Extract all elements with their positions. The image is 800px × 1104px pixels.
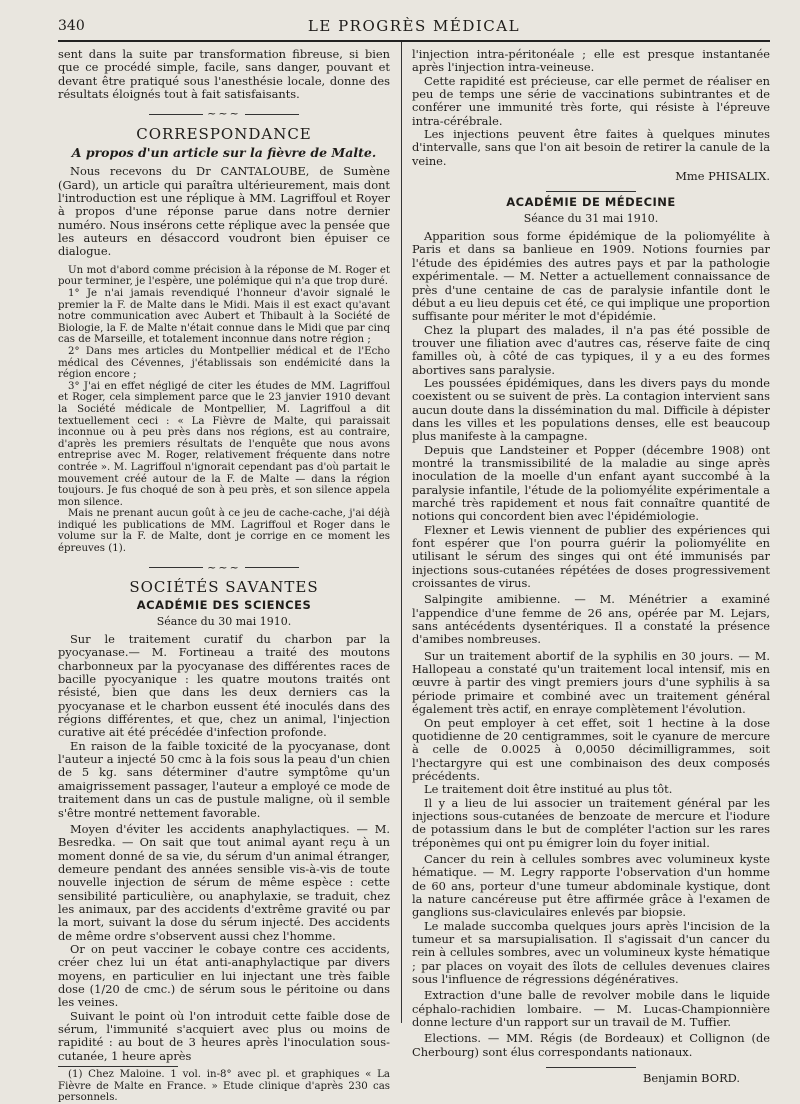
section-rule bbox=[546, 1067, 636, 1068]
article-paragraph: Sur un traitement abortif de la syphilis en 30 jours. — M. Hallopeau a constaté qu'un traitement local intensif, mis en œuvre à partir des vingt premiers jours d'une syphilis à sa période primaire et combiné avec un traitement général également très actif, en enraye complètement l'évolution. bbox=[412, 648, 770, 717]
article-paragraph: Le traitement doit être institué au plus tôt. bbox=[424, 782, 673, 797]
article-paragraph: Chez la plupart des malades, il n'a pas été possible de trouver une filiation avec d'autres cas, réserve faite de cinq familles où, à côté de cas typiques, il y a eu des formes abortives sans paralysie. bbox=[412, 322, 770, 377]
continued-paragraph: l'injection intra-péritonéale ; elle est presque instantanée après l'injection intra-veineuse. bbox=[412, 47, 770, 75]
page-header bbox=[58, 14, 770, 42]
running-title: LE PROGRÈS MÉDICAL bbox=[307, 17, 521, 35]
article-paragraph: Cancer du rein à cellules sombres avec volumineux kyste hématique. — M. Legry rapporte l'observation d'un homme de 60 ans, porteur d'une tumeur abdominale kystique, dont la nature cancéreuse put être affirmée grâce à l'examen de ganglions sus-claviculaires enlevés par biopsie. bbox=[412, 851, 770, 920]
section-rule bbox=[546, 191, 636, 192]
article-paragraph: Le malade succomba quelques jours après l'incision de la tumeur et sa marsupialisation. Il s'agissait d'un cancer du rein à cellules sombres, avec un volumineux kyste hématique ; par places on voyait des îlots de cellules devenues claires sous l'influence de régressions dégénératives. bbox=[412, 918, 770, 987]
right-column bbox=[412, 47, 770, 1086]
session-date: Séance du 31 mai 1910. bbox=[523, 211, 659, 225]
article-paragraph: Apparition sous forme épidémique de la poliomyélite à Paris et dans sa banlieue en 1909. Notions fournies par l'étude des épidémies des autres pays et par la pathologie expérimentale. — M. Netter a actuellement connaissance de près d'une centaine de cas de paralysie infantile dont le début a eu lieu depuis cet été, ce qui implique une proportion suffisante pour mériter le mot d'épidémie. bbox=[412, 229, 770, 324]
session-date: Séance du 30 mai 1910. bbox=[156, 614, 292, 628]
column-divider bbox=[401, 42, 402, 1023]
article-paragraph: Elections. — MM. Régis (de Bordeaux) et Collignon (de Cherbourg) sont élus correspondants nationaux. bbox=[412, 1031, 770, 1059]
footnote-text: (1) Chez Maloine. 1 vol. in-8° avec pl. et graphiques « La Fièvre de Malte en France. » Etude clinique d'après 230 cas personnels. bbox=[58, 1069, 390, 1104]
article-paragraph: Or on peut vacciner le cobaye contre ces accidents, créer chez lui un état anti-anaphylactique par divers moyens, en particulier en lui injectant une très faible dose (1/20 de cmc.) de sérum sous le péritoine ou dans les veines. bbox=[58, 941, 390, 1010]
academie-medecine-heading: ACADÉMIE DE MÉDECINE bbox=[506, 195, 676, 210]
correspondance-paragraph: Nous recevons du Dr CANTALOUBE, de Sumène (Gard), un article qui paraîtra ultérieurement, mais dont l'introduction est une réplique à MM. Lagriffoul et Royer à propos d'une réponse parue dans notre dernier numéro. Nous insérons cette réplique avec la pensée que les auteurs en désaccord voudront bien épuiser ce dialogue. bbox=[58, 164, 390, 259]
intro-paragraph: sent dans la suite par transformation fibreuse, si bien que ce procédé simple, facile, sans danger, pouvant et devant être pratiqué sous l'anesthésie locale, donne des résultats éloignés tout à fait satisfaisants. bbox=[58, 47, 390, 102]
article-paragraph: Moyen d'éviter les accidents anaphylactiques. — M. Besredka. — On sait que tout animal ayant reçu à un moment donné de sa vie, du sérum d'un animal étranger, demeure pendant des années sensible vis-à-vis de toute nouvelle injection de sérum de même espèce : cette sensibilité particulière, ou anaphylaxie, se traduit, chez les animaux, par des accidents d'extrême gravité ou par la mort, suivant la dose du sérum injecté. Des accidents de même ordre s'observent aussi chez l'homme. bbox=[58, 821, 390, 943]
ornament-divider: ~~~ bbox=[58, 107, 390, 120]
article-paragraph: On peut employer à cet effet, soit 1 hectine à la dose quotidienne de 20 centigrammes, soit le cyanure de mercure à celle de 0.0025 à 0,0050 décimilligrammes, soit l'hectargyre qui est une combinaison des deux composés précédents. bbox=[412, 715, 770, 783]
correspondance-letter bbox=[58, 265, 390, 555]
footnote bbox=[58, 1069, 390, 1104]
article-paragraph: Sur le traitement curatif du charbon par la pyocyanase.— M. Fortineau a traité des moutons charbonneux par la pyocyanase des différentes races de bacille pyocyanique : les quatre moutons traités ont résisté, bien que dans les deux derniers cas la pyocyanase et le charbon eussent été inoculés dans des régions différentes, et que, chez un animal, l'injection curative ait été précédée d'infection profonde. bbox=[58, 632, 390, 740]
ornament-divider: ~~~ bbox=[58, 561, 390, 574]
letter-paragraph: Mais ne prenant aucun goût à ce jeu de cache-cache, j'ai déjà indiqué les publications de MM. Lagriffoul et Roger dans le volume sur la F. de Malte, dont je corrige en ce moment les épreuves (1). bbox=[58, 508, 390, 555]
left-column bbox=[58, 47, 390, 1104]
letter-paragraph: 1° Je n'ai jamais revendiqué l'honneur d'avoir signalé le premier la F. de Malte dans le Midi. Mais il est exact qu'avant notre communication avec Aubert et Thibault à la Société de Biologie, la F. de Malte n'était connue dans le Midi que par cinq cas de Marseille, et totalement inconnue dans notre région ; bbox=[58, 288, 390, 346]
letter-paragraph: Un mot d'abord comme précision à la réponse de M. Roger et pour terminer, je l'espère, une polémique qui n'a que trop duré. bbox=[58, 264, 390, 288]
letter-paragraph: 3° J'ai en effet négligé de citer les études de MM. Lagriffoul et Roger, cela simplement parce que le 23 janvier 1910 devant la Société médicale de Montpellier, M. Lagriffoul a dit textuellement ceci : « La Fièvre de Malte, qui paraissait inconnue ou à peu près dans nos régions, est au contraire, d'après les premiers résultats de l'enquête que nous avons entreprise avec M. Roger, relativement fréquente dans notre contrée ». M. Lagriffoul n'ignorait cependant pas d'où partait le mouvement créé autour de la F. de Malte — dans la région toujours. Je fus choqué de son à peu près, et son silence appela mon silence. bbox=[58, 380, 390, 508]
societes-savantes-title: SOCIÉTÉS SAVANTES bbox=[129, 578, 319, 596]
article-paragraph: Flexner et Lewis viennent de publier des expériences qui font espérer que l'on pourra guérir la poliomyélite en utilisant le sérum des singes qui ont été immunisés par injections sous-cutanées répétées de doses progressivement croissantes de virus. bbox=[412, 522, 770, 591]
letter-paragraph: 2° Dans mes articles du Montpellier médical et de l'Echo médical des Cévennes, j'établissais son endémicité dans la région encore ; bbox=[58, 345, 390, 381]
article-paragraph: Extraction d'une balle de revolver mobile dans le liquide céphalo-rachidien lombaire. — M. Lucas-Championnière donne lecture d'un rapport sur un travail de M. Tuffier. bbox=[412, 988, 770, 1030]
article-paragraph: Les poussées épidémiques, dans les divers pays du monde coexistent ou se suivent de près. La contagion intervient sans aucun doute dans la dissémination du mal. Difficile à dépister dans les villes et les populations denses, elle est beaucoup plus manifeste à la campagne. bbox=[412, 375, 770, 444]
article-paragraph: En raison de la faible toxicité de la pyocyanase, dont l'auteur a injecté 50 cmc à la fois sous la peau d'un chien de 5 kg. sans déterminer d'autre symptôme qu'un amaigrissement passager, l'auteur a employé ce mode de traitement dans un cas de pustule maligne, où il semble s'être montré nettement favorable. bbox=[58, 738, 390, 820]
author-signature: Benjamin BORD. bbox=[642, 1071, 740, 1086]
author-signature: Mme PHISALIX. bbox=[675, 169, 770, 184]
article-paragraph: Suivant le point où l'on introduit cette faible dose de sérum, l'immunité s'acquiert avec plus ou moins de rapidité : au bout de 3 heures après l'inoculation sous-cutanée, 1 heure après bbox=[58, 1008, 390, 1063]
article-paragraph: Il y a lieu de lui associer un traitement général par les injections sous-cutanées de benzoate de mercure et l'iodure de potassium dans le but de compléter l'action sur les rares tréponèmes qui ont pu émigrer loin du foyer initial. bbox=[412, 795, 770, 850]
article-paragraph: Salpingite amibienne. — M. Ménétrier a examiné l'appendice d'une femme de 26 ans, opérée par M. Lejars, sans antécédents dysentériques. Il a constaté la présence d'amibes nombreuses. bbox=[412, 592, 770, 647]
footnote-rule bbox=[58, 1066, 178, 1067]
continued-paragraph: Cette rapidité est précieuse, car elle permet de réaliser en peu de temps une série de vaccinations subintrantes et de conférer une immunité très forte, qui résiste à l'épreuve intra-cérébrale. bbox=[412, 73, 770, 128]
page-number: 340 bbox=[58, 18, 85, 34]
article-paragraph: Depuis que Landsteiner et Popper (décembre 1908) ont montré la transmissibilité de la maladie au singe après inoculation de la moelle d'un enfant ayant succombé à la paralysie infantile, l'étude de la poliomyélite expérimentale a marché très rapidement et nous fait connaître quantité de notions qui concordent bien avec l'épidémiologie. bbox=[412, 442, 770, 524]
academie-sciences-heading: ACADÉMIE DES SCIENCES bbox=[136, 598, 312, 613]
correspondance-title: CORRESPONDANCE bbox=[136, 124, 312, 143]
correspondance-article-title: A propos d'un article sur la fièvre de Malte. bbox=[71, 145, 377, 161]
continued-paragraph: Les injections peuvent être faites à quelques minutes d'intervalle, sans que l'on ait besoin de retirer la canule de la veine. bbox=[412, 127, 770, 168]
